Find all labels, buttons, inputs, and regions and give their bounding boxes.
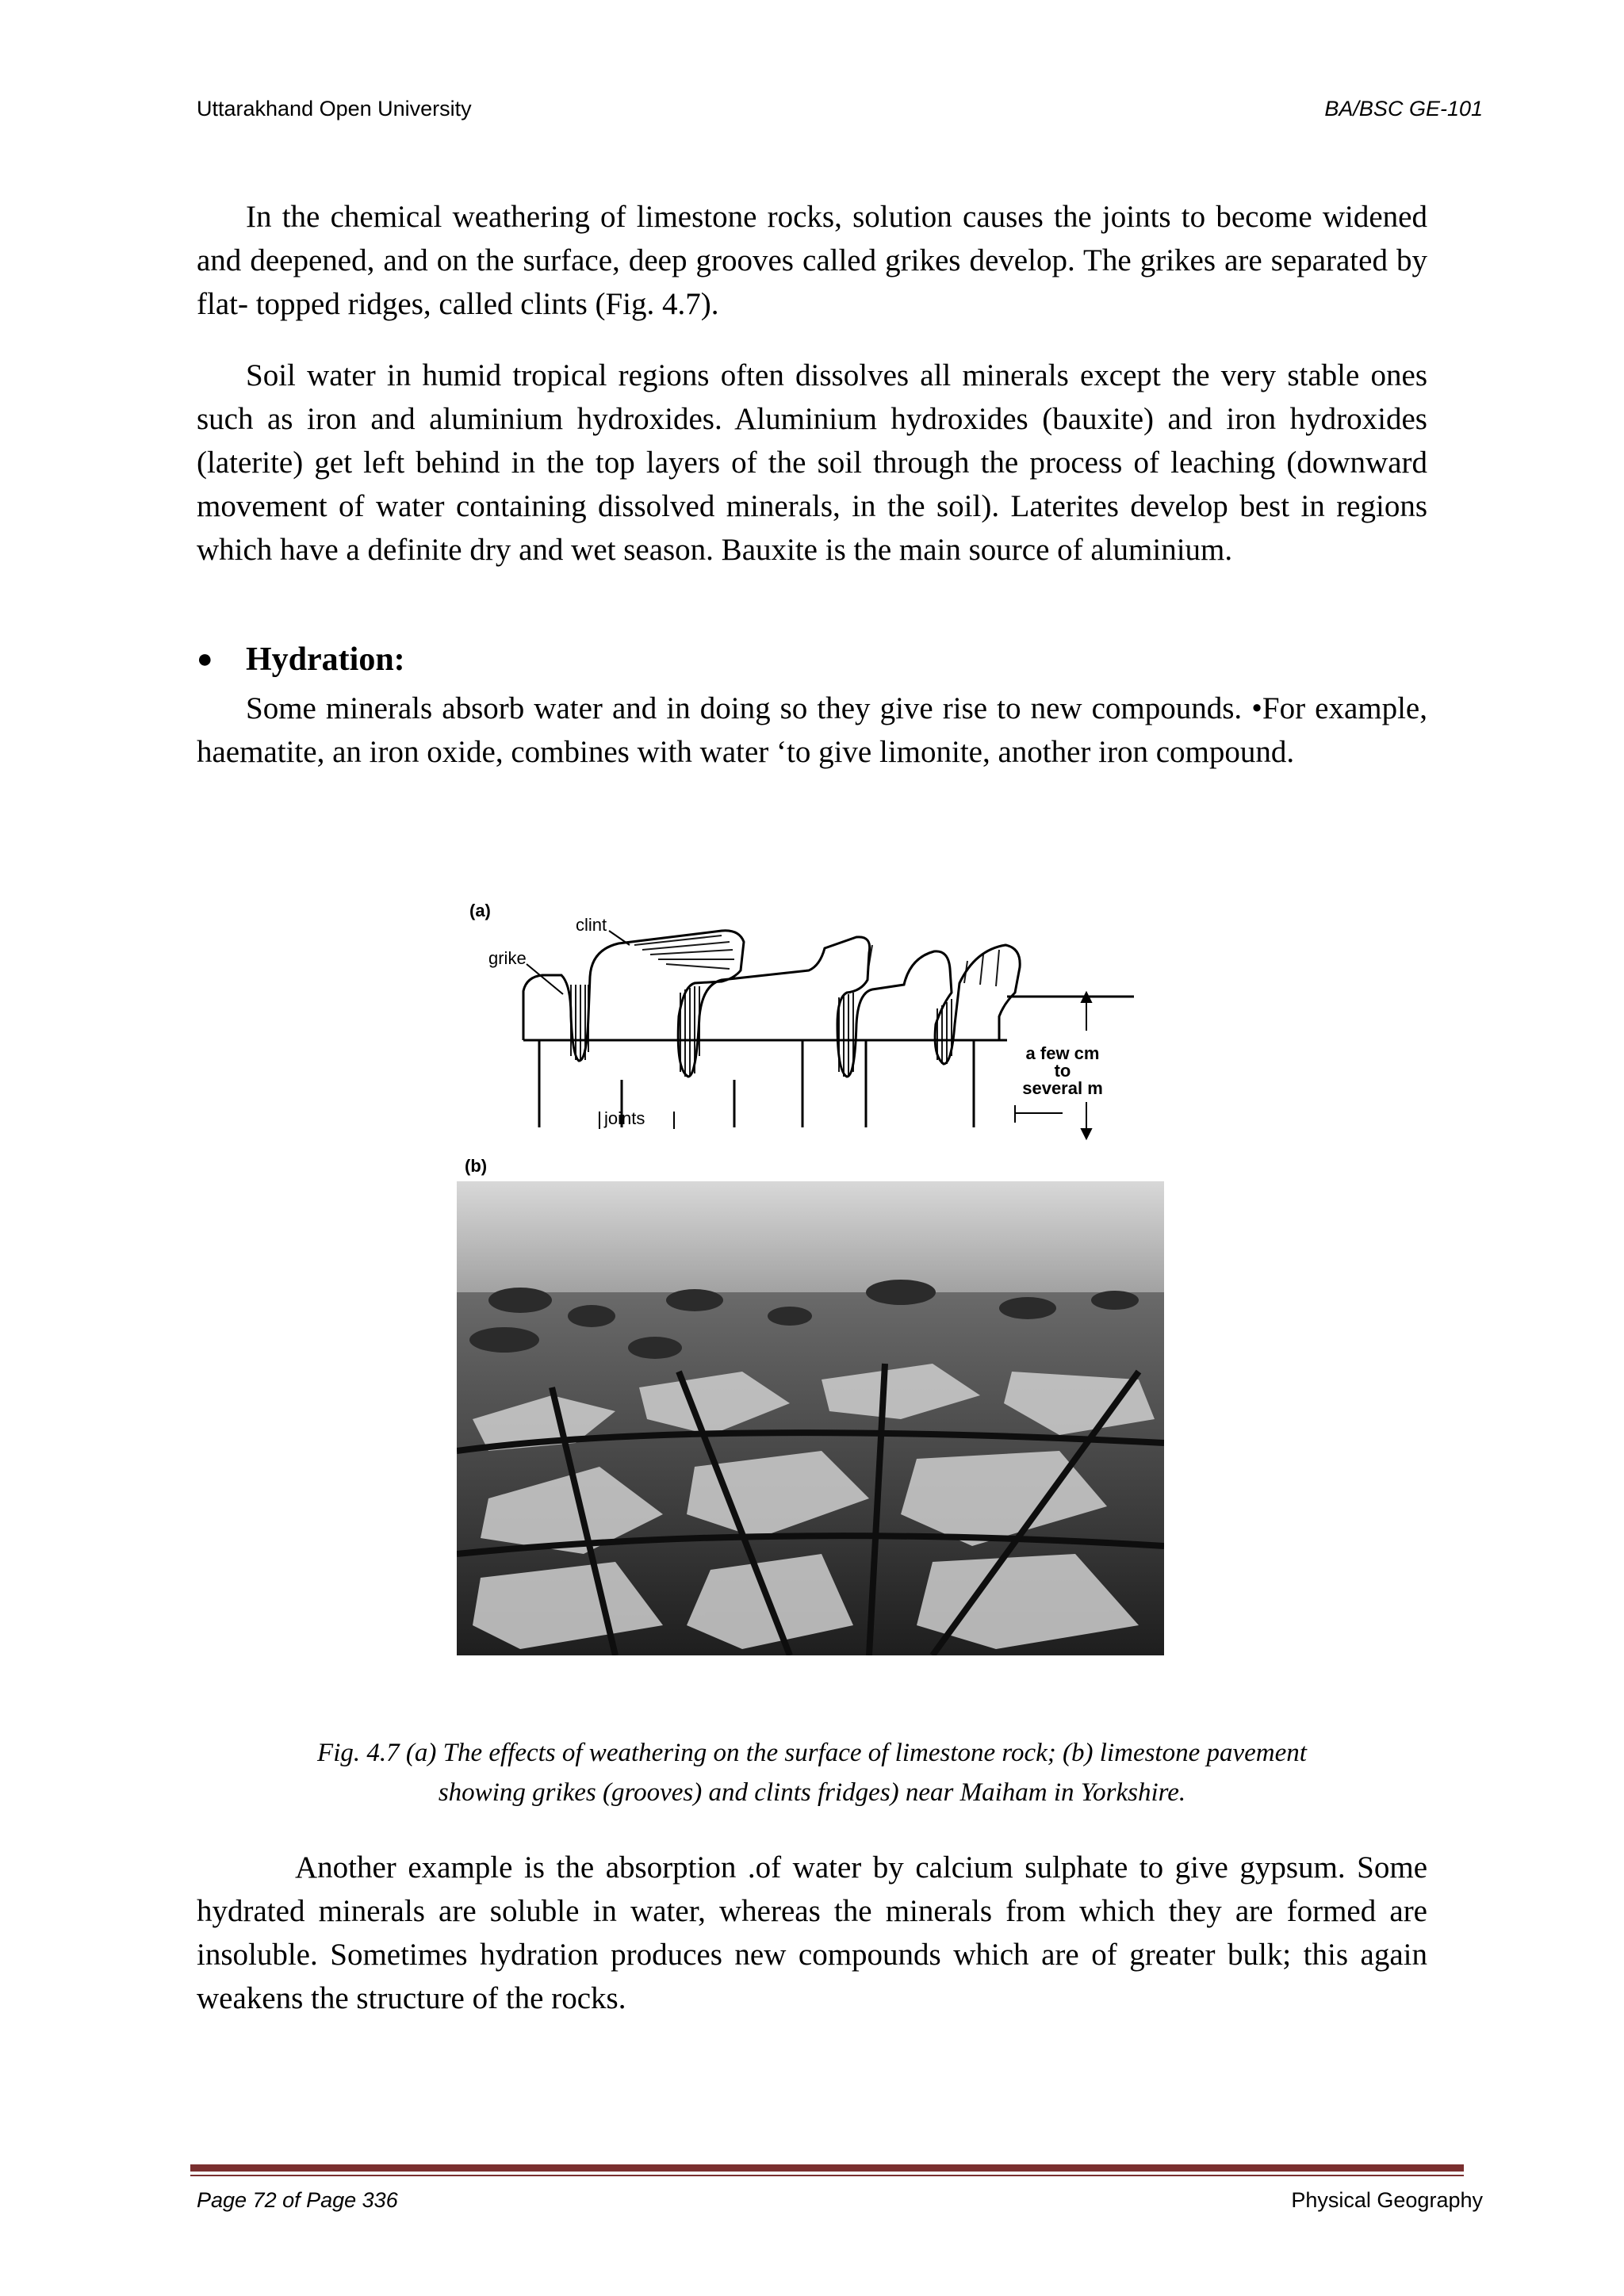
label-grike: grike	[488, 948, 527, 968]
paragraph-gypsum: Another example is the absorption .of water by calcium sulphate to give gypsum. Some hydrated minerals are soluble in water, whereas the minerals from which they are formed are insoluble. Sometimes hydration produces new compounds which are of greater bulk; this again weakens the structure of the rocks.	[197, 1850, 1427, 2015]
footer-divider	[190, 2164, 1464, 2172]
figure-a-clint-grike-diagram	[460, 897, 1158, 1159]
figure-b-limestone-pavement-photo	[457, 1181, 1164, 1655]
header-course-code: BA/BSC GE-101	[1324, 97, 1483, 121]
scale-label-2: to	[1054, 1061, 1071, 1081]
paragraph-limestone-weathering: In the chemical weathering of limestone rocks, solution causes the joints to become widened and deepened, and on the surface, deep grooves called grikes develop. The grikes are separated by flat- topped ridges, called clints (Fig. 4.7).	[197, 200, 1427, 321]
footer-subject: Physical Geography	[1291, 2188, 1483, 2212]
figure-b-label: (b)	[465, 1156, 488, 1176]
bullet-icon: ●	[197, 645, 213, 674]
scale-arrow	[1015, 993, 1091, 1138]
paragraph-hydration: Some minerals absorb water and in doing so they give rise to new compounds. •For example, haematite, an iron oxide, combines with water ‘to give limonite, another iron compound.	[197, 691, 1427, 769]
scale-label-1: a few cm	[1025, 1043, 1100, 1063]
footer-divider-thin	[190, 2175, 1464, 2176]
scale-label-3: several m	[1022, 1078, 1103, 1098]
figure-a-label: (a)	[469, 901, 491, 920]
label-clint: clint	[576, 915, 607, 935]
paragraph-soil-water: Soil water in humid tropical regions often dissolves all minerals except the very stable ones such as iron and aluminium hydroxides. Aluminium hydroxides (bauxite) and iron hydroxides (laterite) get left behind in the top layers of the soil through the process of leaching (downward movement of water containing dissolved minerals, in the soil). Laterites develop best in regions which have a definite dry and wet season. Bauxite is the main source of aluminium.	[197, 358, 1427, 567]
figure-caption	[197, 1733, 1427, 1812]
caption-line-1: Fig. 4.7 (a) The effects of weathering on the surface of limestone rock; (b) limestone pavement	[317, 1739, 1307, 1767]
hydration-heading: Hydration:	[246, 641, 405, 678]
grike-hatching	[571, 936, 999, 1077]
label-joints: joints	[604, 1108, 645, 1128]
footer-page-number: Page 72 of Page 336	[197, 2188, 398, 2212]
header-institution: Uttarakhand Open University	[197, 97, 472, 121]
caption-line-2: showing grikes (grooves) and clints fridges) near Maiham in Yorkshire.	[438, 1778, 1186, 1807]
hydration-heading-row	[197, 641, 405, 679]
